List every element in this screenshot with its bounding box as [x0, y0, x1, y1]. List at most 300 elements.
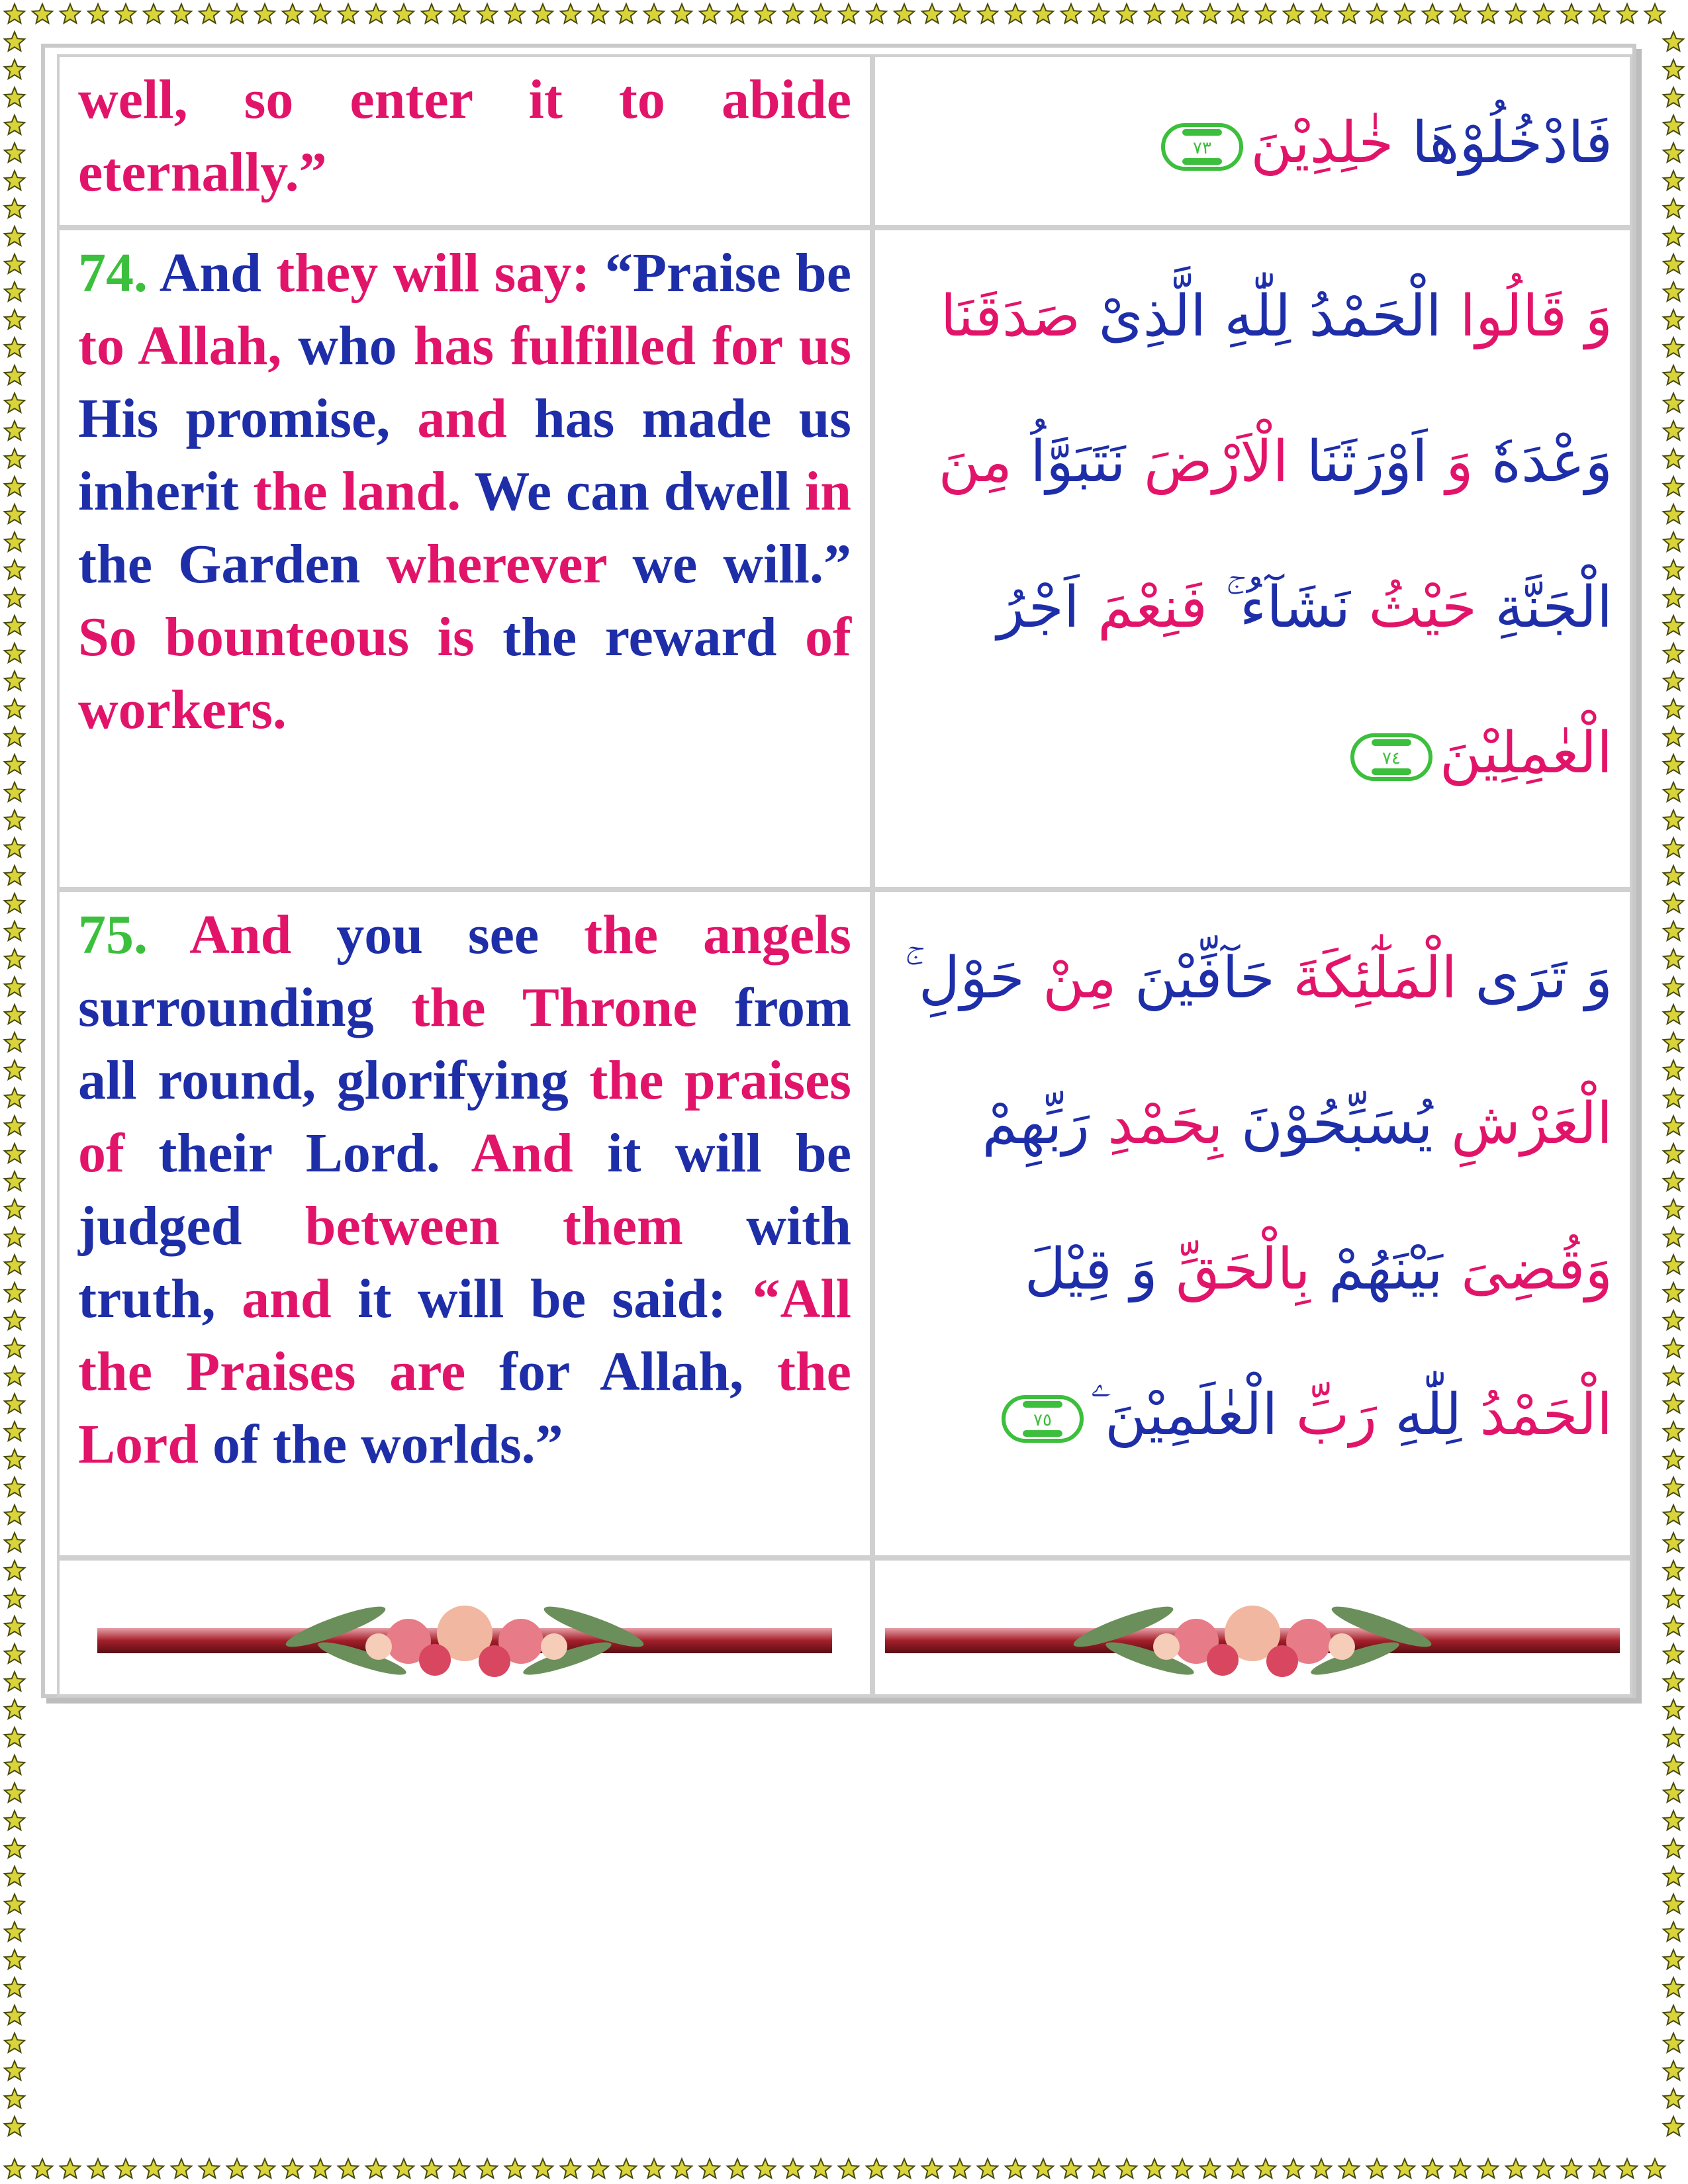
border-star-icon	[672, 4, 692, 23]
border-star-icon	[505, 2159, 525, 2178]
border-star-icon	[1664, 2033, 1683, 2052]
border-star-icon	[1664, 2061, 1683, 2080]
border-star-icon	[1664, 171, 1683, 190]
verse-text-segment: surrounding	[78, 977, 412, 1038]
border-star-icon	[1664, 1894, 1683, 1913]
verse-text-segment: Allah,	[138, 315, 299, 377]
border-star-icon	[1664, 421, 1683, 440]
border-star-icon	[894, 2159, 914, 2178]
border-star-icon	[1367, 4, 1387, 23]
border-star-icon	[5, 1505, 24, 1524]
verse-text-segment: اَوْرَثَنَا	[1288, 429, 1428, 495]
divider-cell-left	[57, 1558, 872, 1697]
border-star-icon	[1664, 1811, 1683, 1830]
border-star-icon	[310, 2159, 330, 2178]
border-star-icon	[1664, 2005, 1683, 2025]
border-star-icon	[5, 977, 24, 996]
border-star-icon	[1664, 32, 1683, 51]
border-star-icon	[1589, 2159, 1609, 2178]
border-star-icon	[1089, 4, 1109, 23]
verse-text-segment: it will be judged	[78, 1122, 851, 1257]
border-star-icon	[5, 2159, 24, 2178]
border-star-icon	[5, 1922, 24, 1941]
border-star-icon	[1256, 2159, 1276, 2178]
ayah-number: ٧٣	[1193, 138, 1212, 158]
border-star-icon	[5, 1727, 24, 1747]
border-star-icon	[644, 2159, 664, 2178]
border-star-icon	[588, 2159, 608, 2178]
border-star-icon	[5, 810, 24, 829]
border-star-icon	[366, 4, 386, 23]
border-star-icon	[144, 2159, 164, 2178]
border-star-icon	[1645, 4, 1665, 23]
verse-row	[57, 889, 1632, 1558]
border-star-icon	[1664, 1005, 1683, 1024]
border-star-icon	[5, 643, 24, 662]
border-star-icon	[1664, 1060, 1683, 1079]
border-star-icon	[5, 504, 24, 523]
verse-text-segment: وَعْدَهٗ	[1473, 429, 1613, 495]
border-star-icon	[199, 2159, 219, 2178]
border-star-icon	[1664, 1783, 1683, 1802]
border-star-icon	[1664, 810, 1683, 829]
border-star-icon	[1664, 754, 1683, 774]
divider-row	[57, 1558, 1632, 1697]
border-star-icon	[1664, 1255, 1683, 1274]
border-star-icon	[1617, 2159, 1637, 2178]
verse-text-segment: وَقُضِىَ	[1442, 1236, 1613, 1302]
border-star-icon	[1664, 115, 1683, 134]
border-star-icon	[60, 4, 80, 23]
verse-text-segment: it will be said:	[357, 1268, 753, 1330]
border-star-icon	[255, 4, 275, 23]
divider-cell-right	[872, 1558, 1632, 1697]
verse-text-segment: are	[389, 1341, 500, 1402]
border-star-icon	[1664, 615, 1683, 635]
verse-text-segment: you see	[336, 904, 585, 966]
border-star-icon	[1664, 1672, 1683, 1691]
arabic-cell	[872, 54, 1632, 228]
border-star-icon	[5, 671, 24, 690]
verse-text-segment: الْعٰمِلِيْنَ	[1439, 720, 1613, 786]
border-star-icon	[1664, 449, 1683, 468]
verse-text-segment: to	[78, 315, 138, 377]
border-star-icon	[88, 2159, 108, 2178]
verse-text-segment: مِنْ	[1024, 945, 1117, 1011]
border-star-icon	[1478, 4, 1498, 23]
border-star-icon	[5, 615, 24, 635]
border-star-icon	[1664, 477, 1683, 496]
border-star-icon	[727, 4, 747, 23]
verse-text-segment: to abide eternally.”	[78, 69, 851, 203]
border-star-icon	[1534, 4, 1554, 23]
border-star-icon	[227, 2159, 247, 2178]
border-star-icon	[5, 1616, 24, 1635]
border-star-icon	[783, 2159, 803, 2178]
verse-text-segment: لِلّٰهِ	[1377, 1382, 1462, 1448]
border-star-icon	[1664, 1700, 1683, 1719]
border-star-icon	[727, 2159, 747, 2178]
verse-text-segment: the reward	[502, 606, 806, 668]
border-star-icon	[1664, 60, 1683, 79]
verse-text-segment: حَيْثُ	[1350, 574, 1477, 641]
border-star-icon	[1145, 2159, 1164, 2178]
border-star-icon	[1450, 2159, 1470, 2178]
verse-text-segment: حَوْلِ ۚ	[904, 945, 1025, 1011]
border-star-icon	[1664, 1644, 1683, 1663]
border-star-icon	[1033, 4, 1053, 23]
border-star-icon	[1450, 4, 1470, 23]
border-star-icon	[1339, 2159, 1359, 2178]
border-star-icon	[5, 1394, 24, 1413]
border-star-icon	[5, 1866, 24, 1886]
border-star-icon	[1562, 4, 1581, 23]
verse-text-segment: and	[417, 388, 534, 449]
arabic-cell	[872, 228, 1632, 889]
verse-text-segment: صَدَقَنَا	[940, 283, 1081, 349]
verse-text-segment: الْعٰلَمِيْنَ ۧ	[1090, 1382, 1278, 1448]
verse-text-segment: وَ قَالُوا	[1441, 283, 1613, 349]
verse-text-segment: “All the Praises	[78, 1268, 852, 1402]
border-star-icon	[1664, 1922, 1683, 1941]
border-star-icon	[1664, 977, 1683, 996]
border-star-icon	[5, 1839, 24, 1858]
border-star-icon	[1664, 143, 1683, 162]
verse-text-segment: حَآفِّيْنَ	[1116, 945, 1275, 1011]
border-star-icon	[1423, 4, 1442, 23]
border-star-icon	[1478, 2159, 1498, 2178]
verse-text-segment: مِنَ	[938, 429, 1013, 495]
verse-text-segment: the angels	[584, 904, 851, 966]
border-star-icon	[5, 1422, 24, 1441]
border-star-icon	[5, 1644, 24, 1663]
border-star-icon	[1200, 2159, 1220, 2178]
border-star-icon	[5, 866, 24, 885]
verse-text-segment: رَبِّ	[1278, 1382, 1378, 1448]
border-star-icon	[922, 4, 942, 23]
verse-text-segment: they will say:	[276, 242, 605, 304]
border-star-icon	[5, 365, 24, 385]
border-star-icon	[5, 754, 24, 774]
verse-text-segment: between them	[305, 1195, 747, 1257]
border-star-icon	[1664, 532, 1683, 551]
border-star-icon	[1423, 2159, 1442, 2178]
border-star-icon	[1664, 226, 1683, 246]
border-star-icon	[1311, 4, 1331, 23]
border-star-icon	[5, 782, 24, 801]
border-star-icon	[1200, 4, 1220, 23]
border-star-icon	[1664, 699, 1683, 718]
border-star-icon	[1664, 393, 1683, 412]
verse-text-segment: نَشَآءُ ۚ	[1207, 574, 1351, 641]
border-star-icon	[449, 2159, 469, 2178]
border-star-icon	[1664, 588, 1683, 607]
border-star-icon	[811, 2159, 831, 2178]
verse-text-segment: of the worlds.”	[212, 1414, 563, 1475]
border-star-icon	[1664, 199, 1683, 218]
border-star-icon	[5, 1199, 24, 1218]
verse-text-segment: الْعَرْشِ	[1432, 1091, 1613, 1157]
border-star-icon	[1664, 866, 1683, 885]
ayah-number: ٧٥	[1033, 1410, 1052, 1430]
border-star-icon	[1006, 4, 1025, 23]
border-star-icon	[1664, 1561, 1683, 1580]
border-star-icon	[1664, 1866, 1683, 1886]
border-star-icon	[1664, 1338, 1683, 1357]
border-star-icon	[5, 143, 24, 162]
verse-text-segment: And	[159, 242, 277, 304]
border-star-icon	[5, 449, 24, 468]
border-star-icon	[338, 4, 358, 23]
border-star-icon	[1664, 1588, 1683, 1608]
border-star-icon	[283, 4, 303, 23]
border-star-icon	[533, 4, 553, 23]
border-star-icon	[1664, 1505, 1683, 1524]
border-star-icon	[477, 4, 497, 23]
border-star-icon	[394, 2159, 414, 2178]
border-star-icon	[5, 1561, 24, 1580]
border-star-icon	[5, 727, 24, 746]
verse-text-segment: the Lord	[78, 1341, 851, 1475]
border-star-icon	[1664, 1727, 1683, 1747]
verse-text-segment: well, so enter it	[78, 69, 619, 130]
border-star-icon	[1664, 87, 1683, 107]
border-star-icon	[199, 4, 219, 23]
verse-text-segment: and	[242, 1268, 358, 1330]
border-star-icon	[422, 4, 442, 23]
border-star-icon	[894, 4, 914, 23]
border-star-icon	[700, 2159, 720, 2178]
border-star-icon	[839, 2159, 859, 2178]
border-star-icon	[5, 60, 24, 79]
verse-text-segment: His promise,	[78, 388, 418, 449]
verse-text-segment: the Garden	[78, 533, 387, 595]
border-star-icon	[922, 2159, 942, 2178]
border-star-icon	[5, 477, 24, 496]
border-star-icon	[5, 2033, 24, 2052]
border-star-icon	[5, 2089, 24, 2108]
border-star-icon	[1664, 1283, 1683, 1302]
border-star-icon	[1664, 1032, 1683, 1052]
verse-text-segment: from all round, glorifying	[78, 977, 851, 1111]
border-star-icon	[1645, 2159, 1665, 2178]
border-star-icon	[32, 4, 52, 23]
border-star-icon	[5, 4, 24, 23]
verse-text-segment: نَتَبَوَّاُ	[1012, 429, 1126, 495]
border-star-icon	[1395, 2159, 1415, 2178]
border-star-icon	[755, 4, 775, 23]
border-star-icon	[422, 2159, 442, 2178]
border-star-icon	[978, 2159, 998, 2178]
border-star-icon	[1506, 4, 1526, 23]
border-star-icon	[5, 699, 24, 718]
border-star-icon	[394, 4, 414, 23]
border-star-icon	[1664, 1171, 1683, 1191]
border-star-icon	[5, 1533, 24, 1552]
border-star-icon	[5, 1088, 24, 1107]
border-star-icon	[811, 4, 831, 23]
verse-text-segment: الْاَرْضَ	[1125, 429, 1289, 495]
verse-text-segment: الْحَمْدُ	[1462, 1382, 1613, 1448]
verse-text-segment: فَادْخُلُوْهَا	[1393, 110, 1613, 176]
border-star-icon	[144, 4, 164, 23]
border-star-icon	[867, 4, 886, 23]
border-star-icon	[1664, 1088, 1683, 1107]
border-star-icon	[533, 2159, 553, 2178]
border-star-icon	[310, 4, 330, 23]
border-star-icon	[1145, 4, 1164, 23]
ayah-number-marker-icon	[1159, 121, 1245, 173]
verse-text-segment: يُسَبِّحُوْنَ	[1223, 1091, 1433, 1157]
border-star-icon	[1664, 1477, 1683, 1496]
border-star-icon	[1664, 1616, 1683, 1635]
border-star-icon	[5, 199, 24, 218]
border-star-icon	[5, 560, 24, 579]
border-star-icon	[5, 1283, 24, 1302]
border-star-icon	[616, 2159, 636, 2178]
border-star-icon	[5, 338, 24, 357]
verse-row	[57, 54, 1632, 228]
verse-text-segment: وَ تَرَى	[1457, 945, 1613, 1011]
border-star-icon	[1664, 1199, 1683, 1218]
verse-text-segment: وَ قِيْلَ	[1024, 1236, 1158, 1302]
border-star-icon	[1089, 2159, 1109, 2178]
verse-text-segment: فَنِعْمَ	[1079, 574, 1207, 641]
border-star-icon	[1172, 4, 1192, 23]
border-star-icon	[755, 2159, 775, 2178]
border-star-icon	[5, 1060, 24, 1079]
border-star-icon	[1664, 365, 1683, 385]
verse-text-segment: بِالْحَقِّ	[1157, 1236, 1311, 1302]
verse-text-segment: “Praise be	[604, 242, 851, 304]
border-star-icon	[1228, 2159, 1248, 2178]
border-star-icon	[1367, 2159, 1387, 2178]
border-star-icon	[88, 4, 108, 23]
border-star-icon	[283, 2159, 303, 2178]
border-star-icon	[1664, 782, 1683, 801]
verse-text-segment: رَبِّهِمْ	[982, 1091, 1090, 1157]
border-star-icon	[5, 1144, 24, 1163]
border-star-icon	[5, 226, 24, 246]
border-star-icon	[1664, 893, 1683, 913]
border-star-icon	[1256, 4, 1276, 23]
border-star-icon	[1664, 310, 1683, 329]
border-star-icon	[5, 1700, 24, 1719]
border-star-icon	[227, 4, 247, 23]
border-star-icon	[5, 1171, 24, 1191]
border-star-icon	[950, 2159, 970, 2178]
verse-text-segment: خٰلِدِيْنَ	[1250, 110, 1394, 176]
border-star-icon	[783, 4, 803, 23]
border-star-icon	[5, 1978, 24, 1997]
border-star-icon	[5, 1310, 24, 1330]
border-star-icon	[1664, 1978, 1683, 1997]
border-star-icon	[1311, 2159, 1331, 2178]
verse-table	[57, 54, 1632, 1697]
border-star-icon	[1664, 1116, 1683, 1135]
border-star-icon	[60, 2159, 80, 2178]
verse-text-segment: 74.	[78, 242, 160, 304]
border-star-icon	[1664, 504, 1683, 523]
border-star-icon	[5, 1255, 24, 1274]
border-star-icon	[1664, 254, 1683, 273]
border-star-icon	[5, 254, 24, 273]
border-star-icon	[1664, 2089, 1683, 2108]
ayah-number-marker-icon	[1348, 731, 1434, 783]
border-star-icon	[5, 1116, 24, 1135]
border-star-icon	[700, 4, 720, 23]
verse-text-segment: has made us inherit	[78, 388, 851, 522]
border-star-icon	[1664, 838, 1683, 857]
border-star-icon	[5, 1588, 24, 1608]
border-star-icon	[1228, 4, 1248, 23]
border-star-icon	[366, 2159, 386, 2178]
verse-text-segment: 75.	[78, 904, 190, 966]
verse-text-segment: الْمَلٰٓئِكَةَ	[1274, 945, 1458, 1011]
border-star-icon	[5, 1894, 24, 1913]
verse-text-segment: of workers.	[78, 606, 852, 741]
border-star-icon	[5, 1811, 24, 1830]
border-star-icon	[1664, 1950, 1683, 1969]
verse-text-segment: وَ	[1427, 429, 1474, 495]
border-star-icon	[1562, 2159, 1581, 2178]
border-star-icon	[5, 2061, 24, 2080]
border-star-icon	[5, 1005, 24, 1024]
border-star-icon	[449, 4, 469, 23]
border-star-icon	[1664, 949, 1683, 968]
border-star-icon	[5, 310, 24, 329]
english-cell	[57, 889, 872, 1558]
border-star-icon	[1664, 1755, 1683, 1774]
verse-text-segment: بَيْنَهُمْ	[1310, 1236, 1443, 1302]
verse-text-segment: We can dwell	[474, 461, 805, 522]
border-star-icon	[5, 838, 24, 857]
border-star-icon	[1664, 338, 1683, 357]
border-star-icon	[5, 949, 24, 968]
border-star-icon	[5, 87, 24, 107]
verse-text-segment: for Allah,	[499, 1341, 777, 1402]
english-cell	[57, 228, 872, 889]
border-star-icon	[5, 532, 24, 551]
verse-text-segment: is	[437, 606, 503, 668]
border-star-icon	[5, 588, 24, 607]
verse-text-segment: we will.”	[632, 533, 852, 595]
verse-text-segment: الْجَنَّةِ	[1476, 574, 1613, 641]
border-star-icon	[978, 4, 998, 23]
border-star-icon	[5, 2116, 24, 2136]
border-star-icon	[1664, 1394, 1683, 1413]
border-star-icon	[672, 2159, 692, 2178]
border-star-icon	[1664, 2116, 1683, 2136]
border-star-icon	[867, 2159, 886, 2178]
border-star-icon	[1617, 4, 1637, 23]
border-star-icon	[1664, 1533, 1683, 1552]
border-star-icon	[1284, 2159, 1303, 2178]
border-star-icon	[1589, 4, 1609, 23]
border-star-icon	[171, 2159, 191, 2178]
border-star-icon	[5, 893, 24, 913]
verse-text-segment: the Throne	[411, 977, 735, 1038]
verse-row	[57, 228, 1632, 889]
border-star-icon	[561, 4, 581, 23]
border-star-icon	[588, 4, 608, 23]
verse-text-segment: has fulfilled for us	[413, 315, 851, 377]
border-star-icon	[1061, 4, 1081, 23]
border-star-icon	[5, 115, 24, 134]
english-cell	[57, 54, 872, 228]
border-star-icon	[1664, 560, 1683, 579]
border-star-icon	[1664, 921, 1683, 940]
